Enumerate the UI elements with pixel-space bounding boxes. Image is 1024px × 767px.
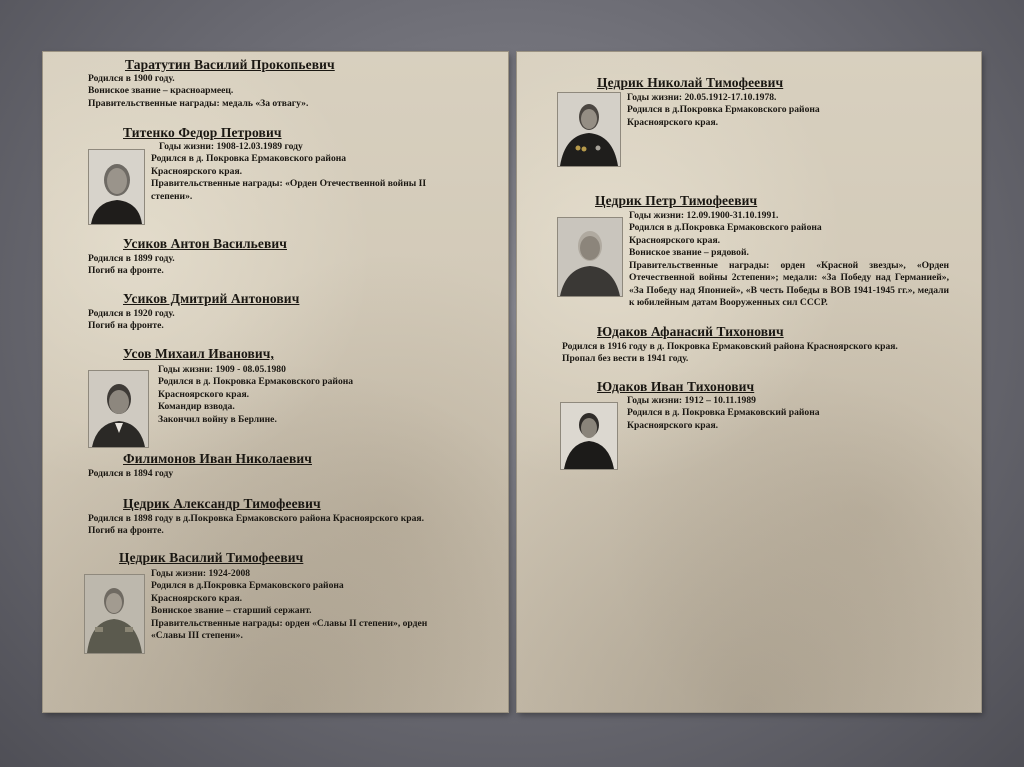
entry-yudakov-i-details [627,395,820,432]
entry-tsedrik-al-details [88,513,424,538]
entry-yudakov-i [597,379,754,395]
entry-titenko [123,125,282,141]
entry-usikov-a [123,236,287,252]
entry-filimonov-details [88,468,173,480]
person-name: Юдаков Афанасий Тихонович [597,324,784,339]
info-line: Родился в 1898 году в д.Покровка Ермаковского района Красноярского края. [88,513,424,524]
person-name: Филимонов Иван Николаевич [123,451,312,466]
info-line: «Славы III степени». [151,630,243,642]
entry-tsedrik-n-details [627,92,820,129]
entry-tsedrik-p-details [629,210,949,260]
info-line: Родился в 1900 году. [88,73,175,84]
entry-usikov-a-details [88,253,175,278]
info-line: Погиб на фронте. [88,525,164,537]
person-name: Юдаков Иван Тихонович [597,379,755,394]
entry-yudakov-a [597,324,784,340]
info-line: Родился в 1894 году [88,468,174,479]
entry-tsedrik-n [597,75,783,91]
portrait-photo [557,92,621,167]
info-line: Пропал без вести в 1941 году. [562,353,689,365]
awards-text: Правительственные награды: орден «Красной звезды», «Орден Отечественной войны 2степени»; медали: «За Победу над Германией», «За Победу над Японией», «В честь Победы в ВОВ 1941-1945 гг.», медали к юбилейным датам Вооруженных сил СССР. [629,260,949,309]
entry-tsedrik-al [123,496,321,512]
info-line: Красноярского края. [627,419,719,431]
info-line: Родился в д.Покровка Ермаковского района [629,222,822,234]
info-line: Правительственные награды: «Орден Отечественной войны II [151,178,427,190]
info-line: Родился в д. Покровка Ермаковский района [627,407,820,419]
info-line: Родился в 1920 году. [88,308,175,319]
info-line: Правительственные награды: орден «Славы II степени», орден [151,617,428,629]
entry-tsedrik-p-awards [589,260,949,310]
entry-tsedrik-v-details [151,568,427,642]
entry-usov-details [158,364,353,426]
person-name: Цедрик Николай Тимофеевич [597,75,784,90]
portrait-photo [88,149,145,225]
person-name: Таратутин Василий Прокопьевич [125,57,335,72]
info-line: Вониское звание – старший сержант. [151,605,312,617]
entry-usikov-d-details [88,308,175,333]
info-line: Годы жизни: 1909 - 08.05.1980 [158,364,286,375]
info-line: степени». [151,190,193,202]
info-line: Красноярского края. [627,116,719,128]
person-name: Цедрик Александр Тимофеевич [123,496,321,511]
info-line: Родился в д. Покровка Ермаковского района [151,153,347,165]
info-line: Годы жизни: 20.05.1912-17.10.1978. [627,92,777,103]
person-name: Усиков Антон Васильевич [123,236,287,251]
portrait-photo [88,370,149,448]
info-line: Красноярского края. [151,165,243,177]
info-line: Вониское звание – красноармеец. [88,85,234,97]
info-line: Красноярского края. [158,388,250,400]
info-line: Годы жизни: 1924-2008 [151,568,251,579]
person-name: Титенко Федор Петрович [123,125,282,140]
info-line: Погиб на фронте. [88,320,164,332]
info-line: Родился в д. Покровка Ермаковского района [158,376,354,388]
entry-taratutin [125,57,335,73]
entry-usikov-d [123,291,299,307]
info-line: Годы жизни: 12.09.1900-31.10.1991. [629,210,779,221]
person-name: Цедрик Василий Тимофеевич [119,550,304,565]
info-line: Годы жизни: 1912 – 10.11.1989 [627,395,756,406]
info-line: Красноярского края. [629,234,721,246]
info-line: Вониское звание – рядовой. [629,247,749,259]
info-line: Родился в д.Покровка Ермаковского района [151,580,344,592]
entry-tsedrik-v [119,550,303,566]
entry-yudakov-a-details [562,341,898,366]
portrait-photo [560,402,618,470]
info-line: Родился в 1899 году. [88,253,175,264]
info-line: Командир взвода. [158,401,235,413]
person-name: Усов Михаил Иванович, [123,346,274,361]
entry-usov [123,346,274,362]
entry-tsedrik-p [595,193,757,209]
entry-titenko-details [151,141,426,203]
info-line: Родился в 1916 году в д. Покровка Ермаковский района Красноярского края. [562,341,898,352]
info-line: Погиб на фронте. [88,265,164,277]
info-line: Красноярского края. [151,592,243,604]
info-line: Закончил войну в Берлине. [158,413,277,425]
entry-filimonov [123,451,312,467]
right-page [517,52,981,712]
info-line: Родился в д.Покровка Ермаковского района [627,104,820,116]
left-page [43,52,508,712]
portrait-photo [84,574,145,654]
entry-taratutin-details [88,73,308,110]
info-line: Правительственные награды: медаль «За отвагу». [88,97,309,109]
person-name: Усиков Дмитрий Антонович [123,291,300,306]
info-line: Годы жизни: 1908-12.03.1989 году [159,141,303,152]
person-name: Цедрик Петр Тимофеевич [595,193,758,208]
